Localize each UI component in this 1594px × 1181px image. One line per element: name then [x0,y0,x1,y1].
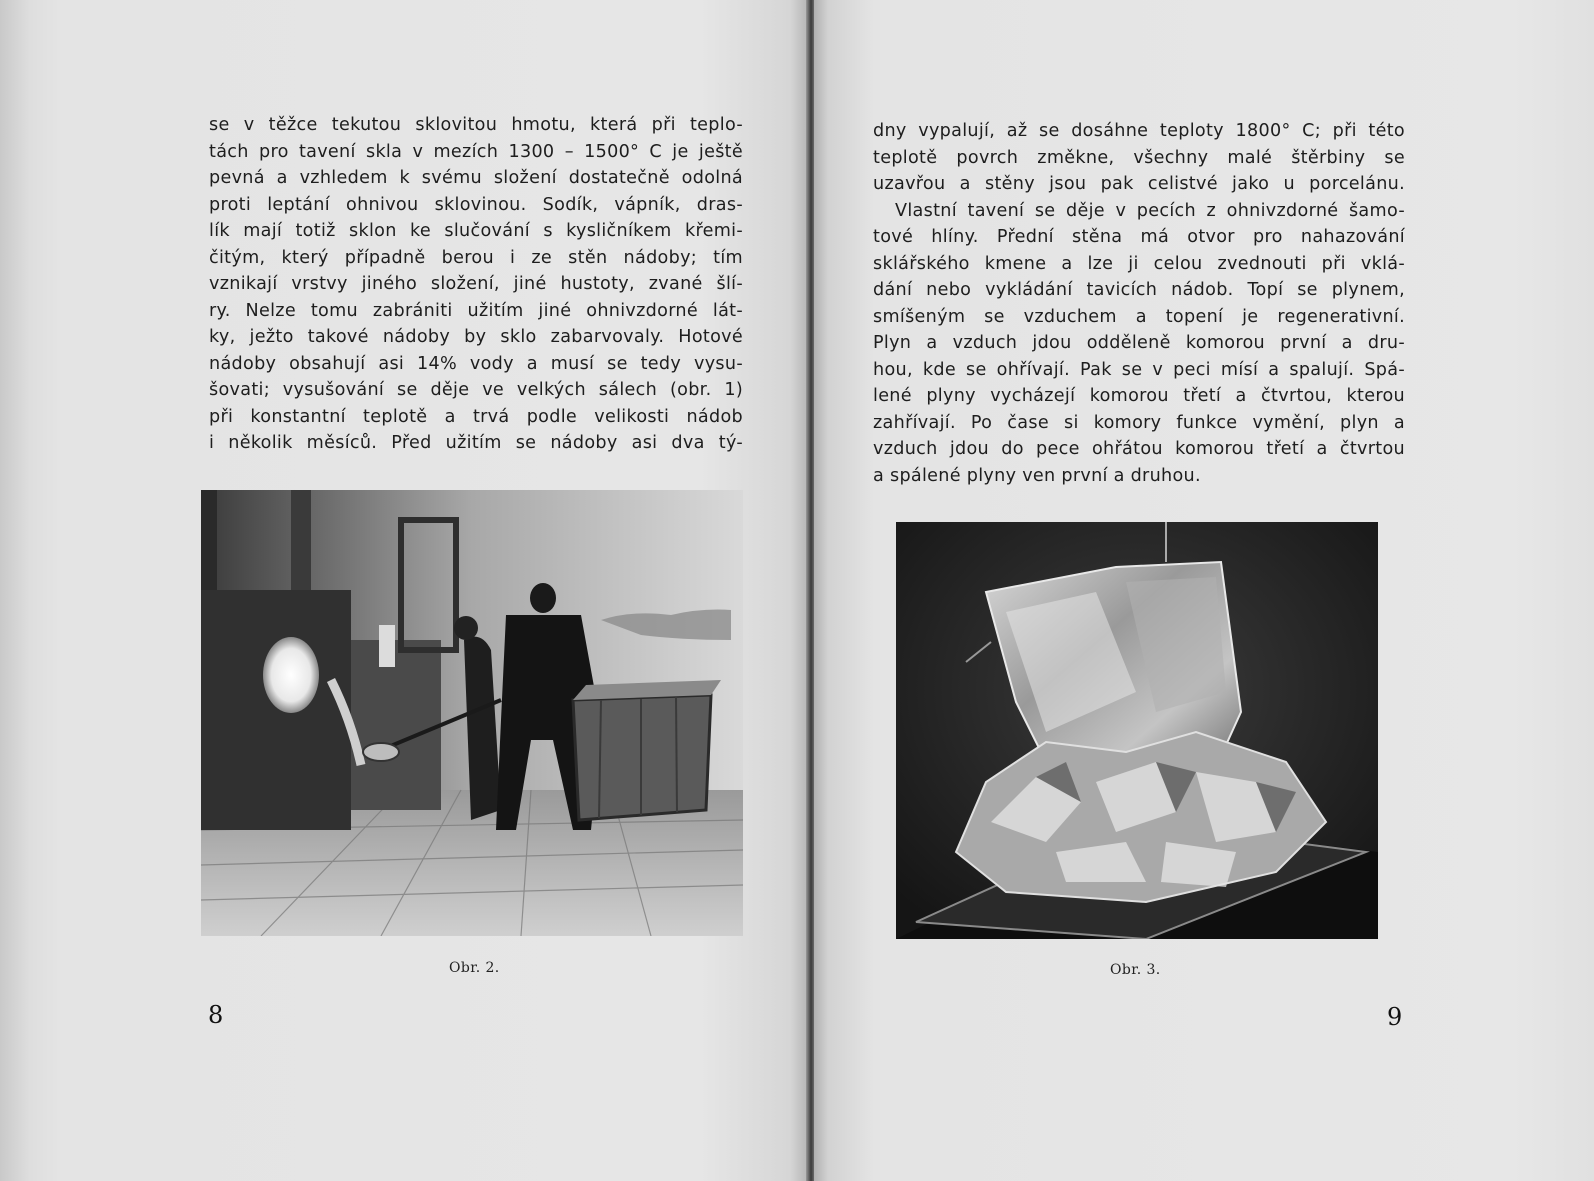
glassworks-hall-photo [201,490,743,936]
text-line: hou, kde se ohřívají. Pak se v peci mísí a spalují. Spá- [873,359,1405,380]
text-line: sklářského kmene a lze ji celou zvednouti při vklá- [873,253,1405,274]
text-line: lík mají totiž sklon ke slučování s kysličníkem křemi- [209,221,743,241]
glass-block-photo [896,522,1378,939]
text-line: a spálené plyny ven první a druhou. [873,465,1201,486]
page-number-left: 8 [208,1001,224,1029]
text-line: proti leptání ohnivou sklovinou. Sodík, vápník, dras- [209,194,743,215]
left-body-text [209,112,743,457]
text-line: dny vypalují, až se dosáhne teploty 1800° C; při této [873,121,1405,141]
text-line: nádoby obsahují asi 14% vody a musí se tedy vysu- [209,353,743,374]
text-line: dání nebo vykládání tavicích nádob. Topí se plynem, [873,280,1405,300]
text-line: šovati; vysušování se děje ve velkých sálech (obr. 1) [209,380,743,400]
text-line: Vlastní tavení se děje v pecích z ohnivzdorné šamo- [895,200,1405,221]
text-line: vzduch jdou do pece ohřátou komorou třetí a čtvrtou [873,439,1405,459]
figure-2-caption: Obr. 2. [449,960,500,976]
text-line: teplotě povrch změkne, všechny malé štěrbiny se [873,147,1405,168]
page-number-right: 9 [1387,1003,1403,1031]
text-line: ry. Nelze tomu zabrániti užitím jiné ohnivzdorné lát- [209,300,743,321]
text-line: se v těžce tekutou sklovitou hmotu, která při teplo- [209,115,743,135]
figure-3-caption: Obr. 3. [1110,962,1161,978]
text-line: tách pro tavení skla v mezích 1300 – 1500° C je ještě [209,141,743,162]
text-line: vznikají vrstvy jiného složení, jiné hustoty, zvané šlí- [209,274,743,294]
text-line: i několik měsíců. Před užitím se nádoby asi dva tý- [209,433,743,453]
right-page [814,0,1594,1181]
text-line: ky, ježto takové nádoby by sklo zabarvovaly. Hotové [209,327,743,347]
text-line: uzavřou a stěny jsou pak celistvé jako u porcelánu. [873,174,1405,194]
text-line: při konstantní teplotě a trvá podle velikosti nádob [209,406,743,427]
text-line: zahřívají. Po čase si komory funkce vymění, plyn a [873,412,1405,433]
text-line: smíšeným se vzduchem a topení je regenerativní. [873,306,1405,327]
figure-3-photo [896,522,1378,939]
figure-2-photo [201,490,743,936]
text-line: pevná a vzhledem k svému složení dostatečně odolná [209,168,743,188]
text-line: tové hlíny. Přední stěna má otvor pro nahazování [873,227,1405,247]
text-line: čitým, který případně berou i ze stěn nádoby; tím [209,247,743,268]
text-line: lené plyny vycházejí komorou třetí a čtvrtou, kterou [873,386,1405,406]
right-body-text [873,118,1405,489]
text-line: Plyn a vzduch jdou odděleně komorou první a dru- [873,333,1405,353]
